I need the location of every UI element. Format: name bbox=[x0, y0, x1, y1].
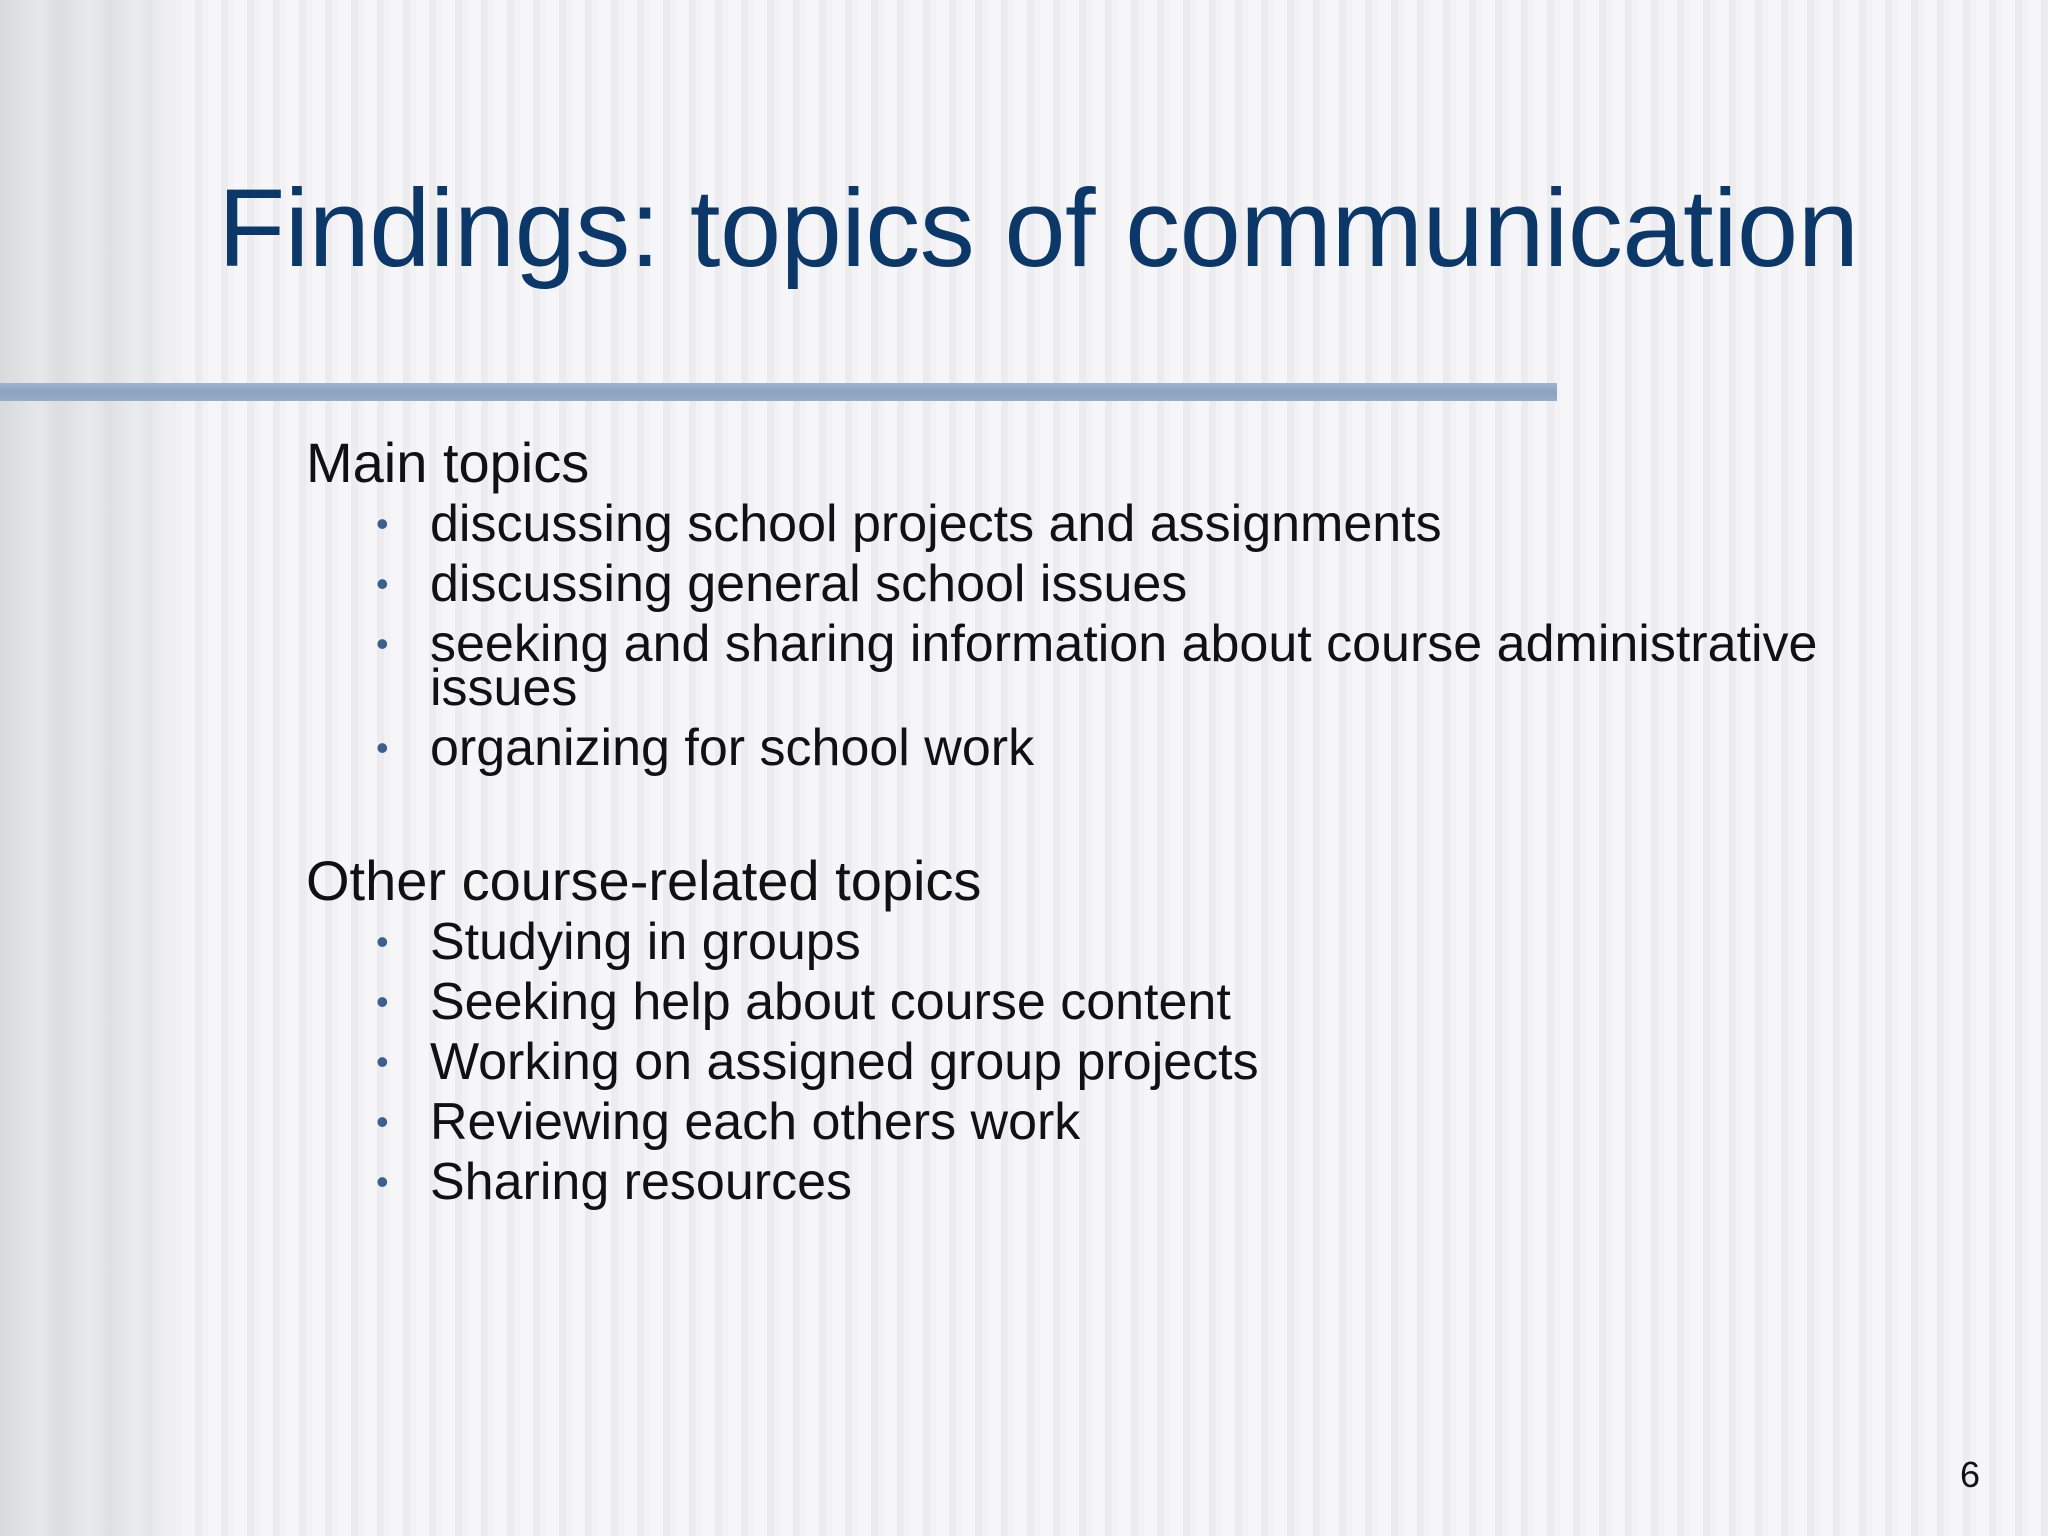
list-item-text: Sharing resources bbox=[430, 1153, 852, 1211]
bullet-icon: • bbox=[376, 921, 389, 962]
list-item-text: Working on assigned group projects bbox=[430, 1033, 1259, 1091]
other-topics-section bbox=[306, 850, 1259, 1212]
list-item-text: organizing for school work bbox=[430, 719, 1035, 777]
list-item-text: Reviewing each others work bbox=[430, 1093, 1081, 1151]
list-item bbox=[306, 1032, 1259, 1092]
list-item bbox=[306, 972, 1259, 1032]
section-heading: Main topics bbox=[306, 431, 590, 494]
bullet-icon: • bbox=[376, 1041, 389, 1082]
list-item bbox=[306, 718, 1817, 778]
list-item-text-continued: issues bbox=[430, 659, 578, 717]
bullet-icon: • bbox=[376, 1101, 389, 1142]
list-item-text: seeking and sharing information about course administrative bbox=[430, 615, 1818, 673]
list-item-text: discussing school projects and assignments bbox=[430, 495, 1442, 553]
list-item bbox=[306, 1152, 1259, 1212]
list-item bbox=[306, 614, 1817, 718]
page-number: 6 bbox=[1959, 1454, 1980, 1495]
bullet-icon: • bbox=[376, 563, 389, 604]
main-topics-list bbox=[306, 494, 1817, 778]
main-topics-section bbox=[306, 432, 1817, 778]
list-item bbox=[306, 494, 1817, 554]
list-item-text: discussing general school issues bbox=[430, 555, 1188, 613]
list-item bbox=[306, 554, 1817, 614]
bullet-icon: • bbox=[376, 1161, 389, 1202]
list-item-text: Studying in groups bbox=[430, 913, 861, 971]
slide-title: Findings: topics of communication bbox=[218, 167, 1859, 290]
bullet-icon: • bbox=[376, 623, 389, 664]
list-item bbox=[306, 1092, 1259, 1152]
list-item-text: Seeking help about course content bbox=[430, 973, 1231, 1031]
list-item bbox=[306, 912, 1259, 972]
bullet-icon: • bbox=[376, 503, 389, 544]
bullet-icon: • bbox=[376, 727, 389, 768]
other-topics-list bbox=[306, 912, 1259, 1212]
section-heading: Other course-related topics bbox=[306, 849, 982, 912]
title-divider bbox=[0, 383, 1557, 401]
bullet-icon: • bbox=[376, 981, 389, 1022]
